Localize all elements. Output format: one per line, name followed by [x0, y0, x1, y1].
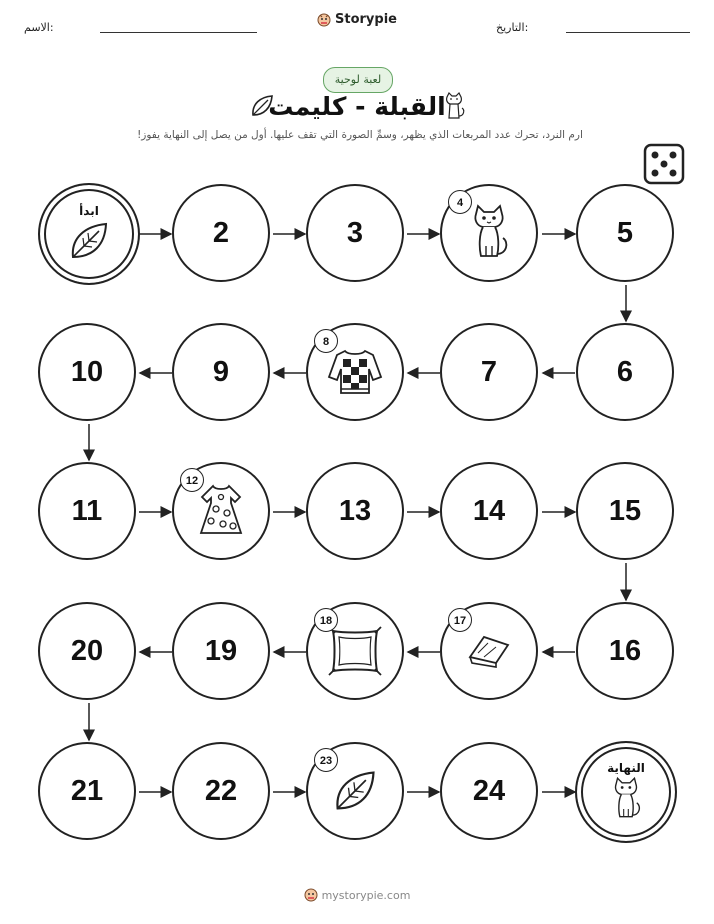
cell-number: 24: [472, 774, 506, 807]
cell-number: 14: [472, 494, 506, 527]
sweater-icon: [327, 347, 383, 397]
cell-number: 21: [70, 774, 104, 807]
pillow-icon: [327, 623, 383, 679]
cat-icon: [463, 204, 515, 262]
cell-number: 22: [204, 774, 238, 807]
game-type-badge: لعبة لوحية: [323, 67, 393, 93]
cell-number-badge: 8: [314, 329, 338, 353]
board-cell-13: [306, 462, 404, 560]
board-cell-6: [576, 323, 674, 421]
cell-number: 5: [616, 216, 634, 249]
board-cell-start: [38, 183, 140, 285]
leaf-icon: [66, 218, 112, 264]
board-cell-14: [440, 462, 538, 560]
cell-number: 20: [70, 634, 104, 667]
board-cell-15: [576, 462, 674, 560]
cell-number-badge: 18: [314, 608, 338, 632]
board-cell-20: [38, 602, 136, 700]
board-cell-19: [172, 602, 270, 700]
board-cell-7: [440, 323, 538, 421]
cell-number: 3: [346, 216, 364, 249]
cell-number: 15: [608, 494, 642, 527]
cat-icon: [606, 775, 646, 823]
leaf-icon: [330, 766, 380, 816]
cell-number: 2: [212, 216, 230, 249]
board-cell-11: [38, 462, 136, 560]
board-cell-5: [576, 184, 674, 282]
board-cell-21: [38, 742, 136, 840]
name-label: الاسم:: [24, 21, 54, 34]
board-cell-2: [172, 184, 270, 282]
cell-number: 10: [70, 355, 104, 388]
dress-icon: [196, 483, 246, 539]
cell-number: 11: [71, 494, 103, 527]
cell-number: 6: [616, 355, 634, 388]
cell-number-badge: 17: [448, 608, 472, 632]
start-label: ابدأ: [79, 204, 99, 218]
cell-number: 9: [212, 355, 230, 388]
cell-number: 19: [204, 634, 238, 667]
board-cell-24: [440, 742, 538, 840]
cell-number: 13: [338, 494, 372, 527]
footer-url[interactable]: mystorypie.com: [321, 888, 411, 902]
storypie-mascot-icon: [304, 888, 318, 902]
cell-number: 16: [608, 634, 642, 667]
board-cell-22: [172, 742, 270, 840]
board-cell-end: [575, 741, 677, 843]
cell-number: 7: [480, 355, 498, 388]
date-label: التاريخ:: [496, 21, 529, 34]
cloth-icon: [466, 633, 512, 669]
board-cell-10: [38, 323, 136, 421]
page-title: القبلة - كليمت: [268, 92, 446, 121]
end-label: النهاية: [607, 761, 645, 775]
board-cell-9: [172, 323, 270, 421]
board-cell-3: [306, 184, 404, 282]
cell-number-badge: 23: [314, 748, 338, 772]
footer: [0, 888, 714, 902]
board-cell-16: [576, 602, 674, 700]
cell-number-badge: 12: [180, 468, 204, 492]
instructions: ارم النرد، تحرك عدد المربعات الذي يظهر، وسمِّ الصورة التي تقف عليها. أول من يصل إلى النهاية يفوز!: [137, 129, 583, 141]
brand-name: Storypie: [335, 12, 397, 27]
cell-number-badge: 4: [448, 190, 472, 214]
